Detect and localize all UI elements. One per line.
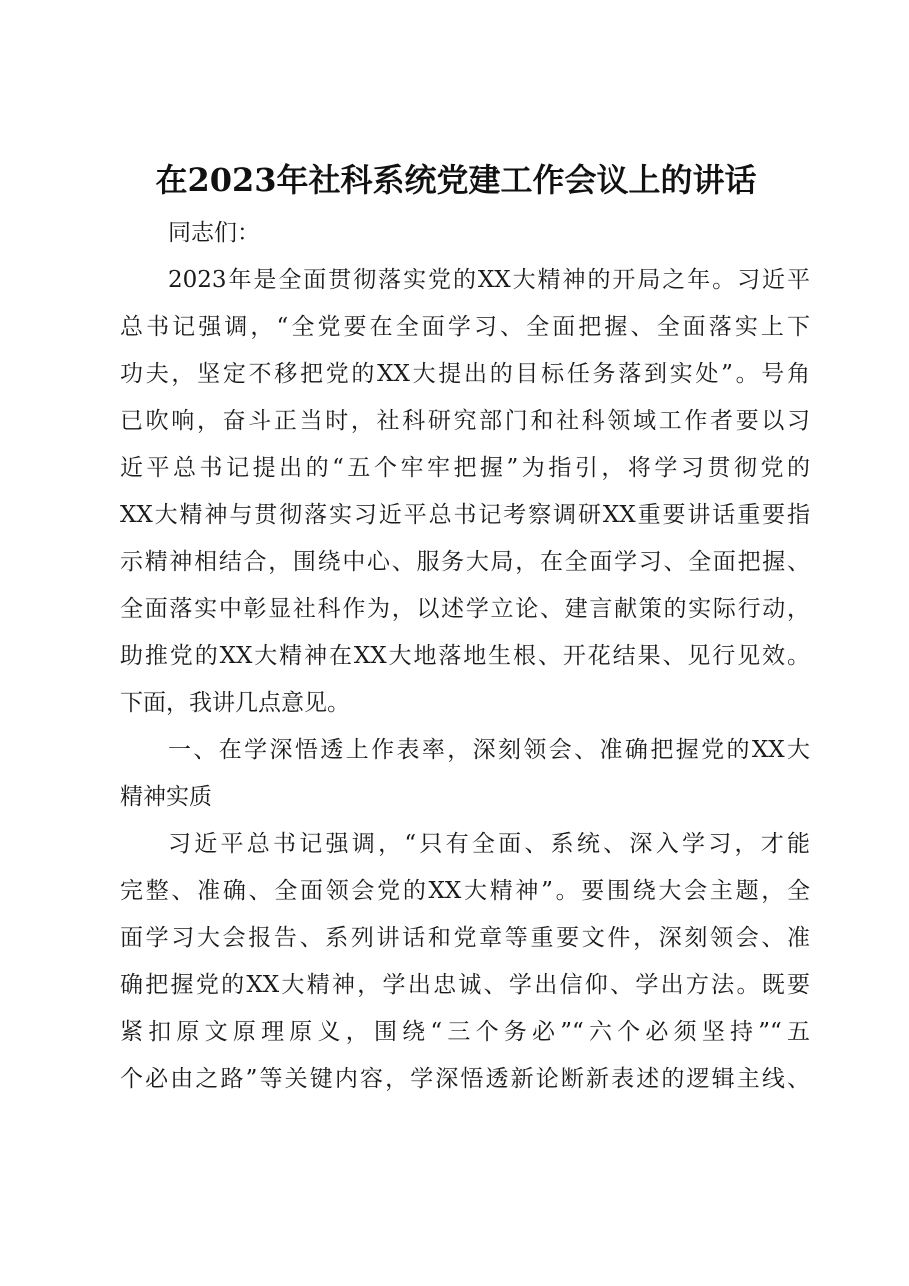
- paragraph-line: 已吹响，奋斗正当时，社科研究部门和社科领域工作者要以习: [120, 408, 810, 434]
- paragraph-line: 习近平总书记强调，“只有全面、系统、深入学习，才能: [168, 831, 810, 857]
- paragraph-line: 完整、准确、全面领会党的XX大精神”。要围绕大会主题，全: [120, 878, 810, 904]
- paragraph-line: 功夫，坚定不移把党的XX大提出的目标任务落到实处”。号角: [120, 361, 810, 387]
- paragraph-line: 紧扣原文原理原义，围绕“三个务必”“六个必须坚持”“五: [120, 1019, 810, 1045]
- document-body: [120, 210, 810, 1103]
- section-heading-1: [120, 727, 810, 821]
- paragraph-line: 个必由之路”等关键内容，学深悟透新论断新表述的逻辑主线、: [120, 1066, 810, 1092]
- paragraph-line: XX大精神与贯彻落实习近平总书记考察调研XX重要讲话重要指: [120, 502, 810, 528]
- heading-line: 精神实质: [120, 784, 212, 810]
- paragraph-2: [120, 821, 810, 1103]
- paragraph-line: 面学习大会报告、系列讲话和党章等重要文件，深刻领会、准: [120, 925, 810, 951]
- paragraph-line: 助推党的XX大精神在XX大地落地生根、开花结果、见行见效。: [120, 643, 810, 669]
- paragraph-line: 近平总书记提出的“五个牢牢把握”为指引，将学习贯彻党的: [120, 455, 810, 481]
- paragraph-line: 示精神相结合，围绕中心、服务大局，在全面学习、全面把握、: [120, 549, 810, 575]
- paragraph-1: [120, 257, 810, 727]
- salutation: 同志们：: [168, 220, 260, 246]
- heading-line: 一、在学深悟透上作表率，深刻领会、准确把握党的XX大: [168, 737, 810, 763]
- document-title: 在2023年社科系统党建工作会议上的讲话: [155, 161, 757, 199]
- paragraph-line: 确把握党的XX大精神，学出忠诚、学出信仰、学出方法。既要: [120, 972, 810, 998]
- paragraph-line: 总书记强调，“全党要在全面学习、全面把握、全面落实上下: [120, 314, 810, 340]
- paragraph-line: 全面落实中彰显社科作为，以述学立论、建言献策的实际行动，: [120, 596, 810, 622]
- paragraph-line: 2023年是全面贯彻落实党的XX大精神的开局之年。习近平: [168, 267, 810, 293]
- paragraph-line: 下面，我讲几点意见。: [120, 690, 350, 716]
